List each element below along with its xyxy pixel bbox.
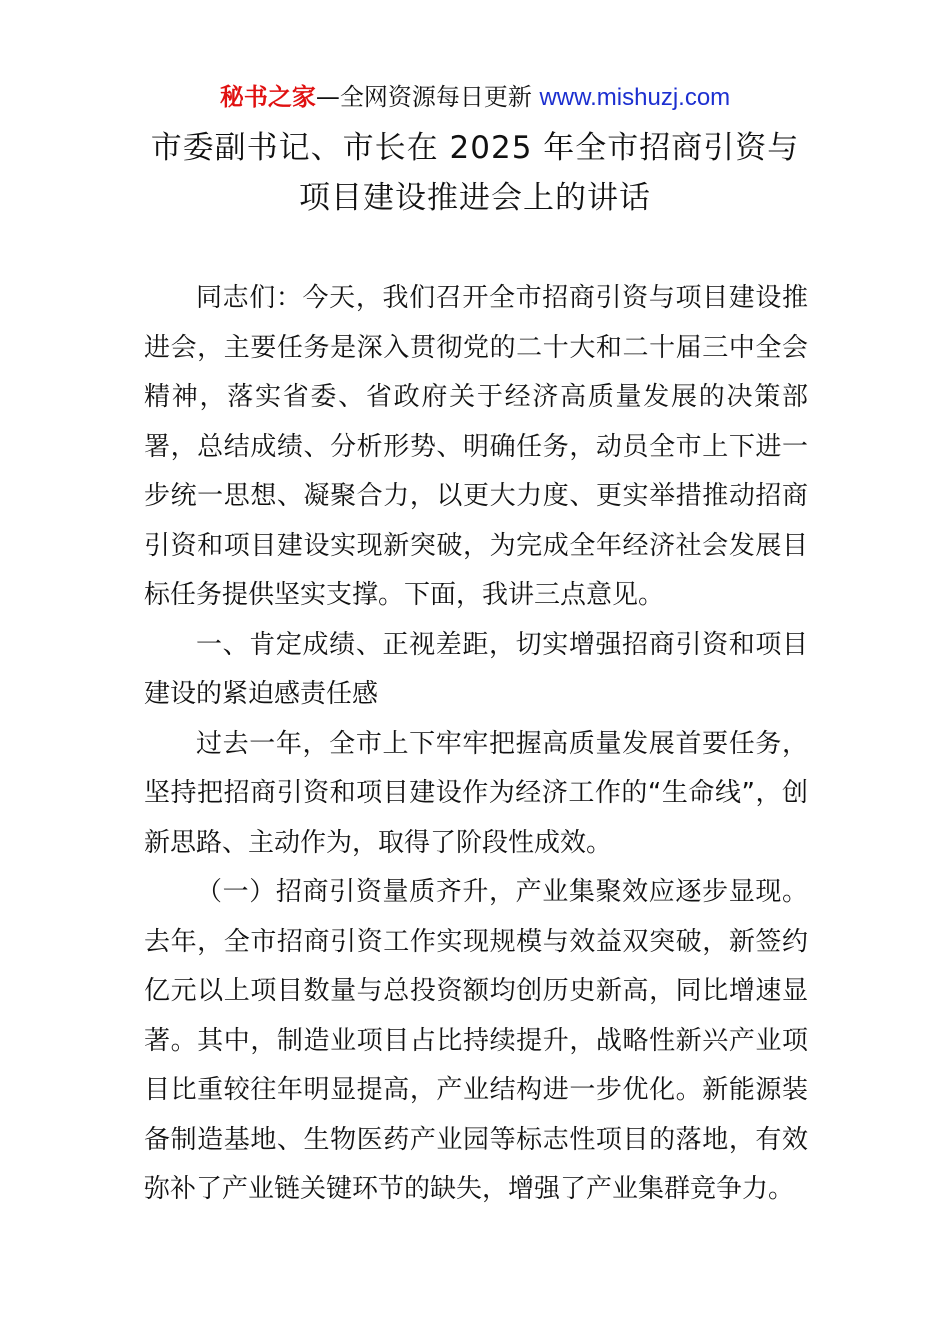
site-url-link[interactable]: www.mishuzj.com <box>539 84 731 111</box>
paragraph-opening: 同志们：今天，我们召开全市招商引资与项目建设推进会，主要任务是深入贯彻党的二十大和二十届三中全会精神，落实省委、省政府关于经济高质量发展的决策部署，总结成绩、分析形势、明确任务，动员全市上下进一步统一思想、凝聚合力，以更大力度、更实举措推动招商引资和项目建设实现新突破，为完成全年经济社会发展目标任务提供坚实支撑。下面，我讲三点意见。 <box>144 283 808 610</box>
document-title-line-2: 项目建设推进会上的讲话 <box>299 180 651 216</box>
document-title-line-1: 市委副书记、市长在 2025 年全市招商引资与 <box>150 130 800 166</box>
header-tagline: —全网资源每日更新 <box>315 83 540 111</box>
document-body <box>144 274 808 1215</box>
paragraph-subsection-1: （一）招商引资量质齐升，产业集聚效应逐步显现。去年，全市招商引资工作实现规模与效益双突破，新签约亿元以上项目数量与总投资额均创历史新高，同比增速显著。其中，制造业项目占比持续提升，战略性新兴产业项目比重较往年明显提高，产业结构进一步优化。新能源装备制造基地、生物医药产业园等标志性项目的落地，有效弥补了产业链关键环节的缺失，增强了产业集群竞争力。 <box>144 877 808 1204</box>
brand-name: 秘书之家 <box>219 83 316 111</box>
site-header <box>0 80 950 115</box>
paragraph-review: 过去一年，全市上下牢牢把握高质量发展首要任务，坚持把招商引资和项目建设作为经济工作的“生命线”，创新思路、主动作为，取得了阶段性成效。 <box>144 728 808 858</box>
section-heading-1: 一、肯定成绩、正视差距，切实增强招商引资和项目建设的紧迫感责任感 <box>144 629 808 709</box>
